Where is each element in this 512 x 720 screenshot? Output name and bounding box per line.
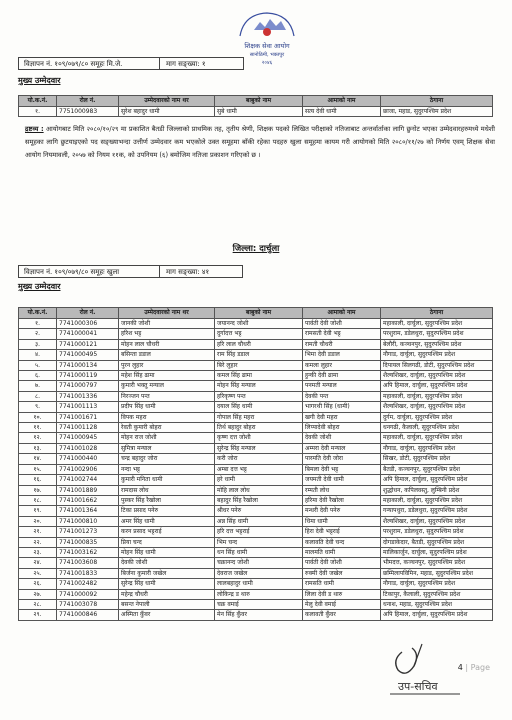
serial-cell: २२.: [19, 537, 57, 547]
roll-number-cell: 7741001273: [57, 527, 119, 537]
serial-cell: १४.: [19, 454, 57, 464]
notice-label: द्रष्टव्य :: [25, 125, 44, 133]
mother-name-cell: सत्य देवी धामी: [303, 107, 381, 117]
father-name-cell: हरे धामी: [215, 475, 303, 485]
mother-name-cell: कलावती कुँवर: [303, 610, 381, 620]
mother-name-cell: पनमती मन्याल: [303, 381, 381, 391]
table-row: [19, 412, 493, 422]
mother-name-cell: पार्वती देवी जोशी: [303, 558, 381, 568]
roll-number-cell: 7741001889: [57, 485, 119, 495]
serial-cell: २.: [19, 329, 57, 339]
serial-cell: २८.: [19, 599, 57, 609]
father-name-cell: मोहन सिंह मन्याल: [215, 381, 303, 391]
table-row: [19, 495, 493, 505]
address-cell: अपि हिमाल, दार्चुला, सुदुरपश्चिम प्रदेश: [381, 381, 493, 391]
roll-number-cell: 7741000846: [57, 610, 119, 620]
candidate-name-cell: बसन्त नेपाली: [119, 599, 215, 609]
address-cell: नौगाड, दार्चुला, सुदुरपश्चिम प्रदेश: [381, 443, 493, 453]
table-row: [19, 339, 493, 349]
col-header: यो.क.नं.: [19, 96, 57, 107]
address-cell: अपि हिमाल, दार्चुला, सुदुरपश्चिम प्रदेश: [381, 610, 493, 620]
father-name-cell: राम सिंह डडाल: [215, 350, 303, 360]
mother-name-cell: हरिमा देवी रैखोला: [303, 495, 381, 505]
top-section-heading: मुख्य उम्मेदवार: [18, 76, 61, 85]
table-row: [19, 381, 493, 391]
father-name-cell: भिम चन्द: [215, 537, 303, 547]
roll-number-cell: 7741001671: [57, 412, 119, 422]
father-name-cell: धन सिंह धामी: [215, 547, 303, 557]
address-cell: दिपायल सिलगढी, डोटी, सुदुरपश्चिम प्रदेश: [381, 360, 493, 370]
address-cell: मालिकार्जुन, दार्चुला, सुदुरपश्चिम प्रदेश: [381, 547, 493, 557]
address-cell: महाकाली, दार्चुला, सुदुरपश्चिम प्रदेश: [381, 433, 493, 443]
serial-cell: १.: [19, 319, 57, 329]
page-number-word: Page: [470, 663, 490, 672]
father-name-cell: देवराज जखेल: [215, 568, 303, 578]
table-row: [19, 360, 493, 370]
col-header: यो.क.नं.: [19, 308, 57, 319]
second-adv-number: विज्ञापन नं. १०९/०७९/८० समूहः खुला: [24, 268, 120, 276]
roll-number-cell: 7741000119: [57, 371, 119, 381]
candidate-table: [18, 307, 493, 621]
candidate-name-cell: महेन्द्र चौधरी: [119, 589, 215, 599]
col-header: बाबुको नाम: [215, 96, 303, 107]
serial-cell: २६.: [19, 579, 57, 589]
roll-number-cell: 7741001336: [57, 391, 119, 401]
table-row: [19, 485, 493, 495]
page-number-value: 4: [457, 663, 463, 672]
mother-name-cell: पार्वती देवी जोशी: [303, 319, 381, 329]
candidate-name-cell: करन प्रसाद भट्टराई: [119, 527, 215, 537]
table-row: [19, 506, 493, 516]
candidate-name-cell: मोहन सिंह धामी: [119, 547, 215, 557]
table-row: [19, 527, 493, 537]
table-row: [19, 547, 493, 557]
candidate-name-cell: मोहन राज जोशी: [119, 433, 215, 443]
top-advertisement-box: [18, 57, 244, 70]
mother-name-cell: धिमा धामी: [303, 516, 381, 526]
table-row: [19, 391, 493, 401]
table-row: [19, 454, 493, 464]
roll-number-cell: 7741001028: [57, 443, 119, 453]
candidate-name-cell: नन्दा भट्ट: [119, 464, 215, 474]
roll-number-cell: 7741002906: [57, 464, 119, 474]
roll-number-cell: 7751000983: [57, 107, 119, 117]
serial-cell: ४.: [19, 350, 57, 360]
address-cell: गन्यापधुरा, डडेलधुरा, सुदुरपश्चिम प्रदेश: [381, 506, 493, 516]
signature-text: उप-सचिव: [398, 680, 438, 693]
father-name-cell: करी जोरा: [215, 454, 303, 464]
mother-name-cell: मन्धरी देवी पनेरु: [303, 506, 381, 516]
address-cell: धनाश, महाड, सुदुरपश्चिम प्रदेश: [381, 599, 493, 609]
serial-cell: ३.: [19, 339, 57, 349]
mother-name-cell: कलावति देवी चन्द: [303, 537, 381, 547]
top-candidate-table: [18, 95, 493, 117]
address-cell: बेलौरी, कञ्चनपुर, सुदुरपश्चिम प्रदेश: [381, 339, 493, 349]
roll-number-cell: 7741000495: [57, 350, 119, 360]
col-header: उम्मेदवारको नाम थर: [119, 308, 215, 319]
candidate-name-cell: देवकी जोशी: [119, 558, 215, 568]
mother-name-cell: बिमला देवी भट्ट: [303, 464, 381, 474]
roll-number-cell: 7741000092: [57, 589, 119, 599]
mother-name-cell: भागरथी सिंह (धामी): [303, 402, 381, 412]
mother-name-cell: देवकी पन्त: [303, 391, 381, 401]
serial-cell: २४.: [19, 558, 57, 568]
mother-name-cell: देवकी जोशी: [303, 433, 381, 443]
notice-paragraph: [25, 123, 495, 162]
table-row: [19, 433, 493, 443]
father-name-cell: अन्न सिंह धामी: [215, 516, 303, 526]
father-name-cell: सुबे धामी: [215, 107, 303, 117]
father-name-cell: लोकिन्द्र ड थारु: [215, 589, 303, 599]
top-adv-count: माग सङ्ख्या: १: [166, 60, 206, 68]
candidate-name-cell: प्रिया चन्द: [119, 537, 215, 547]
table-row: [19, 537, 493, 547]
address-cell: भीमदत्त, कञ्चनपुर, सुदुरपश्चिम प्रदेश: [381, 558, 493, 568]
serial-cell: २३.: [19, 547, 57, 557]
roll-number-cell: 7741002482: [57, 579, 119, 589]
page-number-separator: |: [465, 663, 469, 672]
address-cell: धनगढी, कैलाली, सुदुरपश्चिम प्रदेश: [381, 423, 493, 433]
candidate-name-cell: सुमित्रा मन्याल: [119, 443, 215, 453]
candidate-name-cell: अस्मिता कुँवर: [119, 610, 215, 620]
address-cell: परशुराम, डडेलधुरा, सुदुरपश्चिम प्रदेश: [381, 329, 493, 339]
address-cell: अपि हिमाल, दार्चुला, सुदुरपश्चिम प्रदेश: [381, 475, 493, 485]
mother-name-cell: रुक्मी देवी जखेल: [303, 568, 381, 578]
mother-name-cell: जयमती देवी धामी: [303, 475, 381, 485]
candidate-name-cell: निरञ्जन पन्त: [119, 391, 215, 401]
candidate-name-cell: मोहन लाल चौधरी: [119, 339, 215, 349]
candidate-name-cell: सुरेन्द्र सिंह धामी: [119, 579, 215, 589]
serial-cell: २५.: [19, 568, 57, 578]
candidate-name-cell: चन्द्र बहादुर जोरा: [119, 454, 215, 464]
serial-cell: १२.: [19, 433, 57, 443]
candidate-name-cell: महेश सिंह ढामा: [119, 371, 215, 381]
address-cell: परशुराम, डडेलधुरा, सुदुरपश्चिम प्रदेश: [381, 527, 493, 537]
father-name-cell: कमल सिंह ढामा: [215, 371, 303, 381]
candidate-name-cell: टिका प्रसाद पनेरु: [119, 506, 215, 516]
candidate-name-cell: बसिन्ता डडाल: [119, 350, 215, 360]
top-table-row: [19, 107, 493, 117]
table-row: [19, 610, 493, 620]
table-row: [19, 516, 493, 526]
roll-number-cell: 7741000306: [57, 319, 119, 329]
address-cell: महाकाली, दार्चुला, सुदुरपश्चिम प्रदेश: [381, 319, 493, 329]
serial-cell: १८.: [19, 495, 57, 505]
mother-name-cell: भिमा देवी डडाल: [303, 350, 381, 360]
serial-cell: ७.: [19, 381, 57, 391]
col-header: ठेगाना: [381, 96, 493, 107]
table-row: [19, 443, 493, 453]
table-row: [19, 579, 493, 589]
table-row: [19, 558, 493, 568]
second-advertisement-box: [18, 265, 243, 278]
mother-name-cell: पारमति देवी जोरा: [303, 454, 381, 464]
serial-cell: ८.: [19, 391, 57, 401]
roll-number-cell: 7741000134: [57, 360, 119, 370]
father-name-cell: हरि दत्त भट्टराई: [215, 527, 303, 537]
candidate-name-cell: जानकी जोशी: [119, 319, 215, 329]
divider: [159, 58, 160, 69]
svg-text:सानोठिमी, भक्तपुर: सानोठिमी, भक्तपुर: [249, 52, 285, 58]
roll-number-cell: 7741003608: [57, 558, 119, 568]
candidate-name-cell: पुस्कर सिंह रैखोला: [119, 495, 215, 505]
col-header: उम्मेदवारको नाम थर: [119, 96, 215, 107]
serial-cell: २१.: [19, 527, 57, 537]
candidate-name-cell: पुरन लुहार: [119, 360, 215, 370]
address-cell: महाकाली, दार्चुला, सुदुरपश्चिम प्रदेश: [381, 495, 493, 505]
roll-number-cell: 7741000440: [57, 454, 119, 464]
table-row: [19, 475, 493, 485]
serial-cell: २०.: [19, 516, 57, 526]
col-header: रोल नं.: [57, 96, 119, 107]
father-name-cell: कृष्ण दत्त जोशी: [215, 433, 303, 443]
father-name-cell: मेन सिंह कुँवर: [215, 610, 303, 620]
roll-number-cell: 7741001833: [57, 568, 119, 578]
candidate-name-cell: कुमारी मनिता धामी: [119, 475, 215, 485]
father-name-cell: चक्र वमाई: [215, 599, 303, 609]
candidate-name-cell: हरिश भट्ट: [119, 329, 215, 339]
candidate-name-cell: सुरेश बहादुर धामी: [119, 107, 215, 117]
district-title: जिल्ला: दार्चुला: [232, 244, 280, 254]
second-section-heading: मुख्य उम्मेदवार: [18, 282, 61, 291]
mother-name-cell: मेलु देवी वमाई: [303, 599, 381, 609]
father-name-cell: मोहि लाल लोध: [215, 485, 303, 495]
candidate-name-cell: कुमारी भक्तु मन्याल: [119, 381, 215, 391]
candidate-name-cell: प्रदीप सिंह धामी: [119, 402, 215, 412]
father-name-cell: हरिकृष्ण पन्त: [215, 391, 303, 401]
serial-cell: १९.: [19, 506, 57, 516]
serial-cell: ५.: [19, 360, 57, 370]
col-header: बाबुको नाम: [215, 308, 303, 319]
roll-number-cell: 7741001662: [57, 495, 119, 505]
roll-number-cell: 7741000121: [57, 339, 119, 349]
roll-number-cell: 7741003078: [57, 599, 119, 609]
second-adv-count: माग सङ्ख्या: ४१: [166, 268, 210, 276]
signature-stamp: [384, 640, 474, 700]
table-row: [19, 371, 493, 381]
mother-name-cell: हिरा देवी भट्टराई: [303, 527, 381, 537]
father-name-cell: दयाल सिंह धामी: [215, 402, 303, 412]
table-row: [19, 464, 493, 474]
roll-number-cell: 7741000810: [57, 516, 119, 526]
table-row: [19, 423, 493, 433]
mother-name-cell: रम्मती लोध: [303, 485, 381, 495]
father-name-cell: श्रीधर पनेरु: [215, 506, 303, 516]
col-header: आमाको नाम: [303, 308, 381, 319]
serial-cell: १७.: [19, 485, 57, 495]
address-cell: छम्मिलापविमिन, महाड, सुदुरपश्चिम प्रदेश: [381, 568, 493, 578]
address-cell: शुद्धोधन, कपिलवस्तु, लुम्बिनी प्रदेश: [381, 485, 493, 495]
address-cell: शैल्यशिखर, दार्चुला, सुदुरपश्चिम प्रदेश: [381, 516, 493, 526]
roll-number-cell: 7741000797: [57, 381, 119, 391]
address-cell: शैल्यशिखर, दार्चुला, सुदुरपश्चिम प्रदेश: [381, 402, 493, 412]
father-name-cell: तिर्थ बहादुर बोहरा: [215, 423, 303, 433]
serial-cell: १६.: [19, 475, 57, 485]
father-name-cell: लालबहादुर धामी: [215, 579, 303, 589]
address-cell: सिखर, डोटी, सुदुरपश्चिम प्रदेश: [381, 454, 493, 464]
roll-number-cell: 7741003162: [57, 547, 119, 557]
serial-cell: २७.: [19, 589, 57, 599]
svg-text:शिक्षक सेवा आयोग: शिक्षक सेवा आयोग: [244, 42, 290, 50]
mother-name-cell: रामसति धामी: [303, 579, 381, 589]
father-name-cell: बिरे लुहार: [215, 360, 303, 370]
mother-name-cell: रामती चौधरी: [303, 339, 381, 349]
father-name-cell: चक्रानन्द जोशी: [215, 558, 303, 568]
col-header: रोल नं.: [57, 308, 119, 319]
mother-name-cell: अम्मरा देवी मन्याल: [303, 443, 381, 453]
candidate-name-cell: अमर सिंह धामी: [119, 516, 215, 526]
address-cell: नौगाड, दार्चुला, सुदुरपश्चिम प्रदेश: [381, 350, 493, 360]
mother-name-cell: कमला लुहार: [303, 360, 381, 370]
address-cell: दोगडाकेदार, बैतडी, सुदुरपश्चिम प्रदेश: [381, 537, 493, 547]
mother-name-cell: रामसती देवी भट्ट: [303, 329, 381, 339]
father-name-cell: जयानन्द जोशी: [215, 319, 303, 329]
roll-number-cell: 7741001113: [57, 402, 119, 412]
roll-number-cell: 7741000835: [57, 537, 119, 547]
candidate-name-cell: रेवती कुमारी बोहरा: [119, 423, 215, 433]
address-cell: बैतडी, कञ्चनपुर, सुदुरपश्चिम प्रदेश: [381, 464, 493, 474]
top-table-header-row: [19, 96, 493, 107]
roll-number-cell: 7741001364: [57, 506, 119, 516]
father-name-cell: सुरेन्द्र सिंह मन्याल: [215, 443, 303, 453]
roll-number-cell: 7741001128: [57, 423, 119, 433]
father-name-cell: बहादुर सिंह रैखोला: [215, 495, 303, 505]
table-row: [19, 402, 493, 412]
father-name-cell: हरि लाल चौधरी: [215, 339, 303, 349]
candidate-name-cell: बिर्जना कुमारी जखेल: [119, 568, 215, 578]
mother-name-cell: लिला देवी ड थारु: [303, 589, 381, 599]
mother-name-cell: हुन्की देवी ढामा: [303, 371, 381, 381]
divider: [159, 266, 160, 277]
serial-cell: ६.: [19, 371, 57, 381]
candidate-name-cell: रामदास लोध: [119, 485, 215, 495]
serial-cell: १३.: [19, 443, 57, 453]
father-name-cell: दुर्गादत्त भट्ट: [215, 329, 303, 339]
col-header: आमाको नाम: [303, 96, 381, 107]
address-cell: महाकाली, दार्चुला, सुदुरपश्चिम प्रदेश: [381, 391, 493, 401]
serial-cell: ९.: [19, 402, 57, 412]
table-header-row: [19, 308, 493, 319]
serial-cell: १०.: [19, 412, 57, 422]
father-name-cell: गोपाल सिंह महरा: [215, 412, 303, 422]
serial-cell: २९.: [19, 610, 57, 620]
serial-cell: १.: [19, 107, 57, 117]
candidate-name-cell: विपक महरा: [119, 412, 215, 422]
table-row: [19, 319, 493, 329]
roll-number-cell: 7741000041: [57, 329, 119, 339]
svg-text:२०४६: २०४६: [261, 60, 273, 66]
mother-name-cell: लिप्पादेवी बोहरा: [303, 423, 381, 433]
table-row: [19, 350, 493, 360]
top-adv-number: विज्ञापन नं. १०९/०७९/८० समूहः मि.जे.: [24, 60, 123, 68]
table-row: [19, 329, 493, 339]
notice-text: आयोगबाट मिति २०८०/१०/२९ मा प्रकाशित बैतडी जिल्लाको प्राथमिक तह, तृतीय श्रेणी, शिक्षक पदको लिखित परीक्षाको नतिजाबाट अन्तर्वार्ताका लागि छुनोट भएका उम्मेदवारहरुमध्ये मधेशी समूहका लागि छुटयाइएको पद सङ्ख्याभन्दा उत्तीर्ण उम्मेदवार कम भएकोले उक्त समूहमा बाँकी रहेका पदहरु खुला समूहमा कायम गरी आयोगको मिति २०८०/११/२७ को निर्णय एवम् शिक्षक सेवा आयोग नियमावली, २०५७ को नियम ११क, को उपनियम (६) बमोजिम नतिजा प्रकाशन गरिएको छ ।: [25, 125, 495, 159]
mother-name-cell: मालमति धामी: [303, 547, 381, 557]
mother-name-cell: खगी देवी महरा: [303, 412, 381, 422]
address-cell: छाजा, महाड, सुदुरपश्चिम प्रदेश: [381, 107, 493, 117]
roll-number-cell: 7741002744: [57, 475, 119, 485]
roll-number-cell: 7741000945: [57, 433, 119, 443]
table-row: [19, 589, 493, 599]
address-cell: नौगाड, दार्चुला, सुदुरपश्चिम प्रदेश: [381, 579, 493, 589]
table-row: [19, 599, 493, 609]
address-cell: शैल्यशिखर, दार्चुला, सुदुरपश्चिम प्रदेश: [381, 371, 493, 381]
serial-cell: १५.: [19, 464, 57, 474]
address-cell: टिकापुर, कैलाली, सुदुरपश्चिम प्रदेश: [381, 589, 493, 599]
serial-cell: ११.: [19, 423, 57, 433]
col-header: ठेगाना: [381, 308, 493, 319]
address-cell: दुर्गम, दार्चुला, सुदुरपश्चिम प्रदेश: [381, 412, 493, 422]
table-row: [19, 568, 493, 578]
father-name-cell: अम्बा दत्त भट्ट: [215, 464, 303, 474]
